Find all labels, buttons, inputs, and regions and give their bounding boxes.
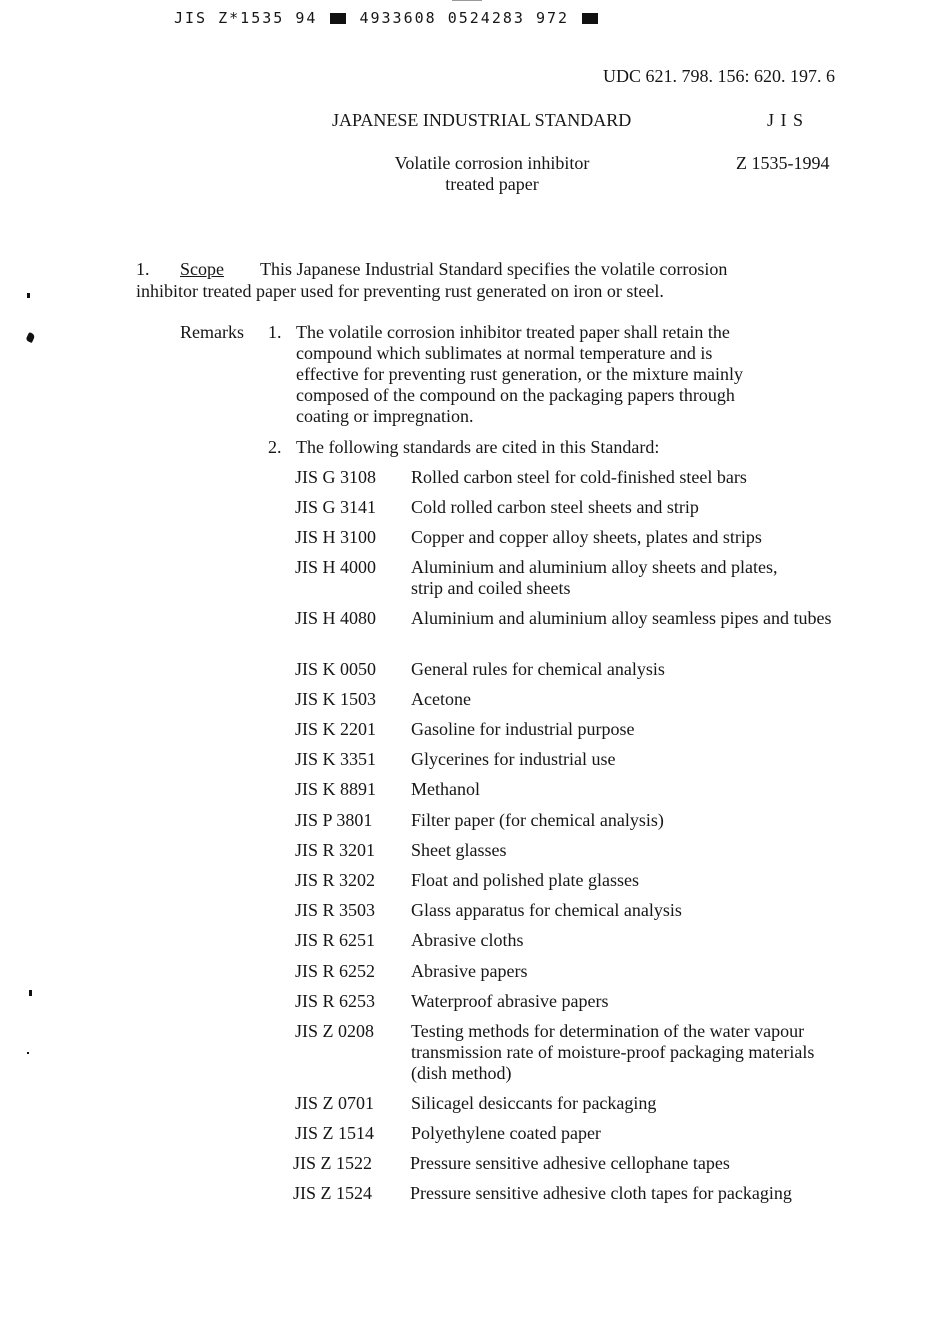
standard-code: JIS Z 0701: [295, 1093, 375, 1113]
standard-code: JIS H 4000: [295, 557, 377, 577]
standard-code: JIS G 3108: [295, 467, 377, 487]
standard-code: JIS Z 1522: [293, 1153, 373, 1173]
standard-title: Aluminium and aluminium alloy sheets and plates, strip and coiled sheets: [411, 557, 778, 598]
remarks-item-1-line-5: coating or impregnation.: [296, 406, 474, 426]
header-code-line: [174, 9, 600, 27]
scope-text-line-2: inhibitor treated paper used for preventing rust generated on iron or steel.: [136, 281, 664, 301]
doc-title-line-2: treated paper: [445, 174, 539, 194]
remarks-item-1-line-1: The volatile corrosion inhibitor treated paper shall retain the: [296, 322, 730, 342]
standard-title: Glass apparatus for chemical analysis: [411, 900, 682, 920]
standard-title: Abrasive papers: [411, 961, 528, 981]
standard-title: Rolled carbon steel for cold-finished steel bars: [411, 467, 747, 487]
standard-code: JIS G 3141: [295, 497, 377, 517]
black-block-icon: [582, 13, 598, 24]
remarks-item-1-line-4: composed of the compound on the packaging papers through: [296, 385, 735, 405]
standard-title: JAPANESE INDUSTRIAL STANDARD: [332, 110, 632, 130]
standard-title: Silicagel desiccants for packaging: [411, 1093, 657, 1113]
remarks-item-2-number: 2.: [268, 437, 282, 457]
standard-code: JIS K 2201: [295, 719, 377, 739]
black-block-icon: [330, 13, 346, 24]
scan-speck: [452, 0, 482, 1]
scan-speck: [25, 332, 35, 343]
header-code-part2: 4933608 0524283 972: [359, 9, 570, 27]
remarks-label: Remarks: [180, 322, 244, 342]
standard-title: Gasoline for industrial purpose: [411, 719, 635, 739]
standard-code: JIS K 1503: [295, 689, 377, 709]
standard-title: Filter paper (for chemical analysis): [411, 810, 664, 830]
remarks-item-1-line-2: compound which sublimates at normal temperature and is: [296, 343, 713, 363]
scope-heading: Scope: [180, 259, 224, 279]
standard-title: Sheet glasses: [411, 840, 507, 860]
standard-title: Waterproof abrasive papers: [411, 991, 609, 1011]
standard-title: General rules for chemical analysis: [411, 659, 665, 679]
standard-code: JIS Z 1514: [295, 1123, 375, 1143]
standard-code: JIS Z 0208: [295, 1021, 375, 1041]
doc-number: Z 1535-1994: [736, 153, 830, 173]
remarks-item-1-number: 1.: [268, 322, 282, 342]
standard-code: JIS H 3100: [295, 527, 377, 547]
standard-code: JIS K 8891: [295, 779, 377, 799]
scope-number: 1.: [136, 259, 150, 279]
standard-code: JIS R 6253: [295, 991, 376, 1011]
standard-code: JIS R 3201: [295, 840, 376, 860]
standard-title: Pressure sensitive adhesive cellophane tapes: [410, 1153, 730, 1173]
standard-title: Cold rolled carbon steel sheets and strip: [411, 497, 699, 517]
standard-code: JIS K 3351: [295, 749, 377, 769]
standard-code: JIS H 4080: [295, 608, 377, 628]
standard-title: Abrasive cloths: [411, 930, 524, 950]
standard-title: Glycerines for industrial use: [411, 749, 616, 769]
header-code-part1: JIS Z*1535 94: [174, 9, 318, 27]
scan-speck: [29, 990, 32, 996]
udc-number: UDC 621. 798. 156: 620. 197. 6: [603, 66, 836, 86]
standard-title: Pressure sensitive adhesive cloth tapes for packaging: [410, 1183, 792, 1203]
standard-title: Testing methods for determination of the water vapour transmission rate of moisture-proof packaging materials (dish method): [411, 1021, 815, 1083]
jis-mark: J I S: [767, 110, 805, 130]
standard-code: JIS P 3801: [295, 810, 373, 830]
scan-speck: [27, 1052, 29, 1054]
standard-code: JIS R 6252: [295, 961, 376, 981]
scope-text-line-1: This Japanese Industrial Standard specifies the volatile corrosion: [260, 259, 728, 279]
remarks-item-2-intro: The following standards are cited in this Standard:: [296, 437, 660, 457]
standard-code: JIS R 6251: [295, 930, 376, 950]
scan-speck: [27, 293, 30, 298]
standard-title: Copper and copper alloy sheets, plates and strips: [411, 527, 762, 547]
standard-title: Acetone: [411, 689, 471, 709]
standard-title: Float and polished plate glasses: [411, 870, 639, 890]
standard-title: Aluminium and aluminium alloy seamless pipes and tubes: [411, 608, 832, 628]
standard-title: Polyethylene coated paper: [411, 1123, 601, 1143]
remarks-item-1-line-3: effective for preventing rust generation, or the mixture mainly: [296, 364, 744, 384]
standard-code: JIS R 3503: [295, 900, 376, 920]
standard-code: JIS Z 1524: [293, 1183, 373, 1203]
standard-code: JIS K 0050: [295, 659, 377, 679]
standard-title: Methanol: [411, 779, 480, 799]
standard-code: JIS R 3202: [295, 870, 376, 890]
doc-title-line-1: Volatile corrosion inhibitor: [394, 153, 590, 173]
